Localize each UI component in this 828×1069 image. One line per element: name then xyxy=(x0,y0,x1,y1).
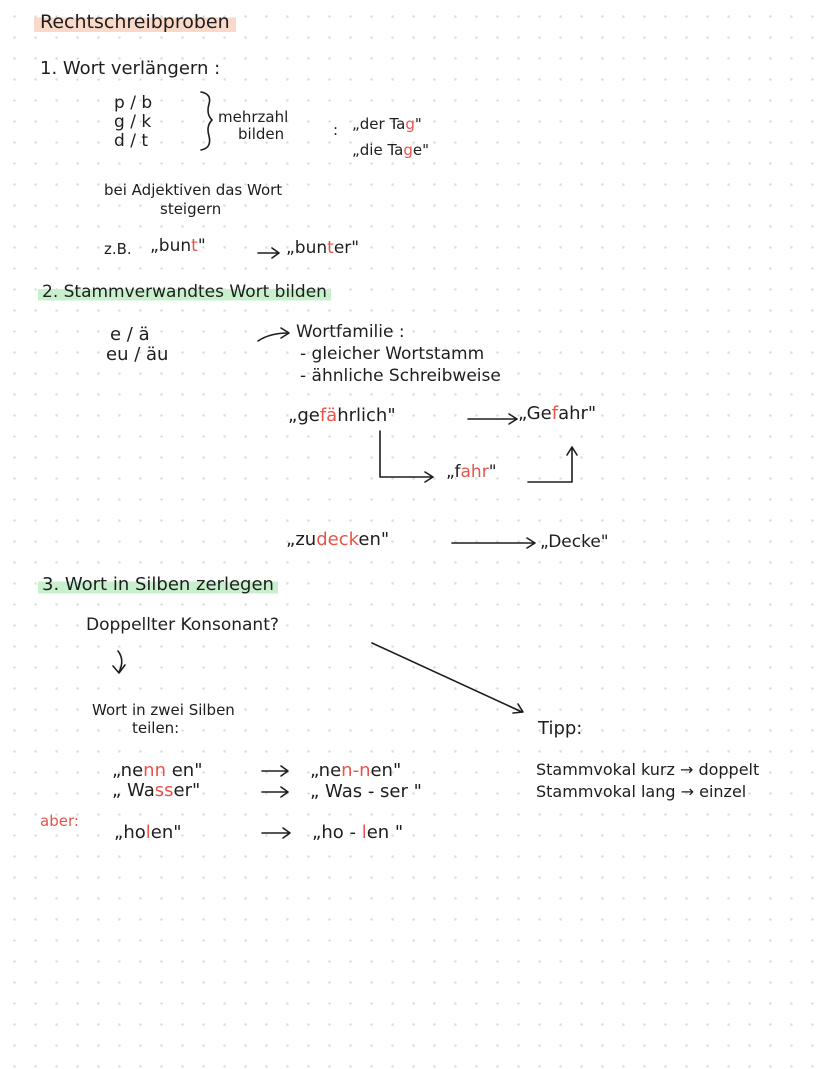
syllables-ho-len: „ho - len " xyxy=(312,822,404,843)
arrow-to-tipp xyxy=(372,643,523,713)
arrow-fahr-to-gefahr xyxy=(528,447,577,482)
example-die-tage: „die Tage" xyxy=(352,141,429,159)
arrow-down-question xyxy=(113,651,125,673)
letter-pair-d-t: d / t xyxy=(114,131,148,151)
syllables-was-ser: „ Was - ser " xyxy=(310,781,422,802)
section2-heading: 2. Stammverwandtes Wort bilden xyxy=(38,284,331,301)
word-family-bullet-1: - gleicher Wortstamm xyxy=(300,344,485,364)
example-gefahr: „Gefahr" xyxy=(518,403,597,424)
zb-label: z.B. xyxy=(104,240,132,258)
example-zudecken: „zudecken" xyxy=(286,529,390,550)
split-instruction-teilen: teilen: xyxy=(132,719,180,737)
split-instruction: Wort in zwei Silben xyxy=(92,701,235,719)
rule-bilden: bilden xyxy=(238,125,285,143)
arrow-zudecken-decke xyxy=(452,538,535,548)
section1-heading: 1. Wort verlängern : xyxy=(40,58,221,79)
tip-line-short-vowel: Stammvokal kurz → doppelt xyxy=(536,760,760,779)
syllables-nen-nen: „nen-nen" xyxy=(310,760,402,781)
aber-label: aber: xyxy=(40,812,79,830)
example-gefaehrlich: „gefährlich" xyxy=(288,405,396,426)
example-fahr: „fahr" xyxy=(446,462,497,482)
word-family-label: Wortfamilie : xyxy=(296,322,405,342)
rule-mehrzahl: mehrzahl xyxy=(218,108,289,126)
question-double-consonant: Doppellter Konsonant? xyxy=(86,615,279,635)
arrow-nennen xyxy=(262,766,288,776)
arrow-down-to-fahr xyxy=(380,431,433,482)
arrow-gefaehrlich-gefahr xyxy=(468,414,517,424)
rule-colon: : xyxy=(333,121,339,139)
word-holen: „holen" xyxy=(114,822,182,843)
letter-pair-g-k: g / k xyxy=(114,112,152,132)
page-title: Rechtschreibproben xyxy=(34,13,236,32)
word-nennen: „nenn en" xyxy=(112,760,203,781)
section3-heading: 3. Wort in Silben zerlegen xyxy=(38,576,278,594)
brace-letter-pairs xyxy=(201,92,212,150)
letter-pair-p-b: p / b xyxy=(114,93,153,113)
zb-example-bunter: „bunter" xyxy=(286,238,360,258)
word-wasser: „ Wasser" xyxy=(112,780,201,801)
vowel-pair-eu-aeu: eu / äu xyxy=(106,344,169,365)
zb-example-bunt: „bunt" xyxy=(150,236,206,256)
adjective-rule: bei Adjektiven das Wort xyxy=(104,181,283,199)
example-der-tag: „der Tag" xyxy=(352,115,422,133)
tip-title: Tipp: xyxy=(538,718,583,739)
arrow-bunt-bunter xyxy=(258,248,279,258)
adjective-rule-steigern: steigern xyxy=(160,200,222,218)
arrow-wasser xyxy=(262,787,288,797)
vowel-pair-e-ae: e / ä xyxy=(110,324,150,345)
example-decke: „Decke" xyxy=(540,532,609,552)
word-family-bullet-2: - ähnliche Schreibweise xyxy=(300,366,501,386)
tip-line-long-vowel: Stammvokal lang → einzel xyxy=(536,782,747,801)
arrow-wortfamilie xyxy=(258,328,289,341)
arrow-holen xyxy=(262,828,290,838)
